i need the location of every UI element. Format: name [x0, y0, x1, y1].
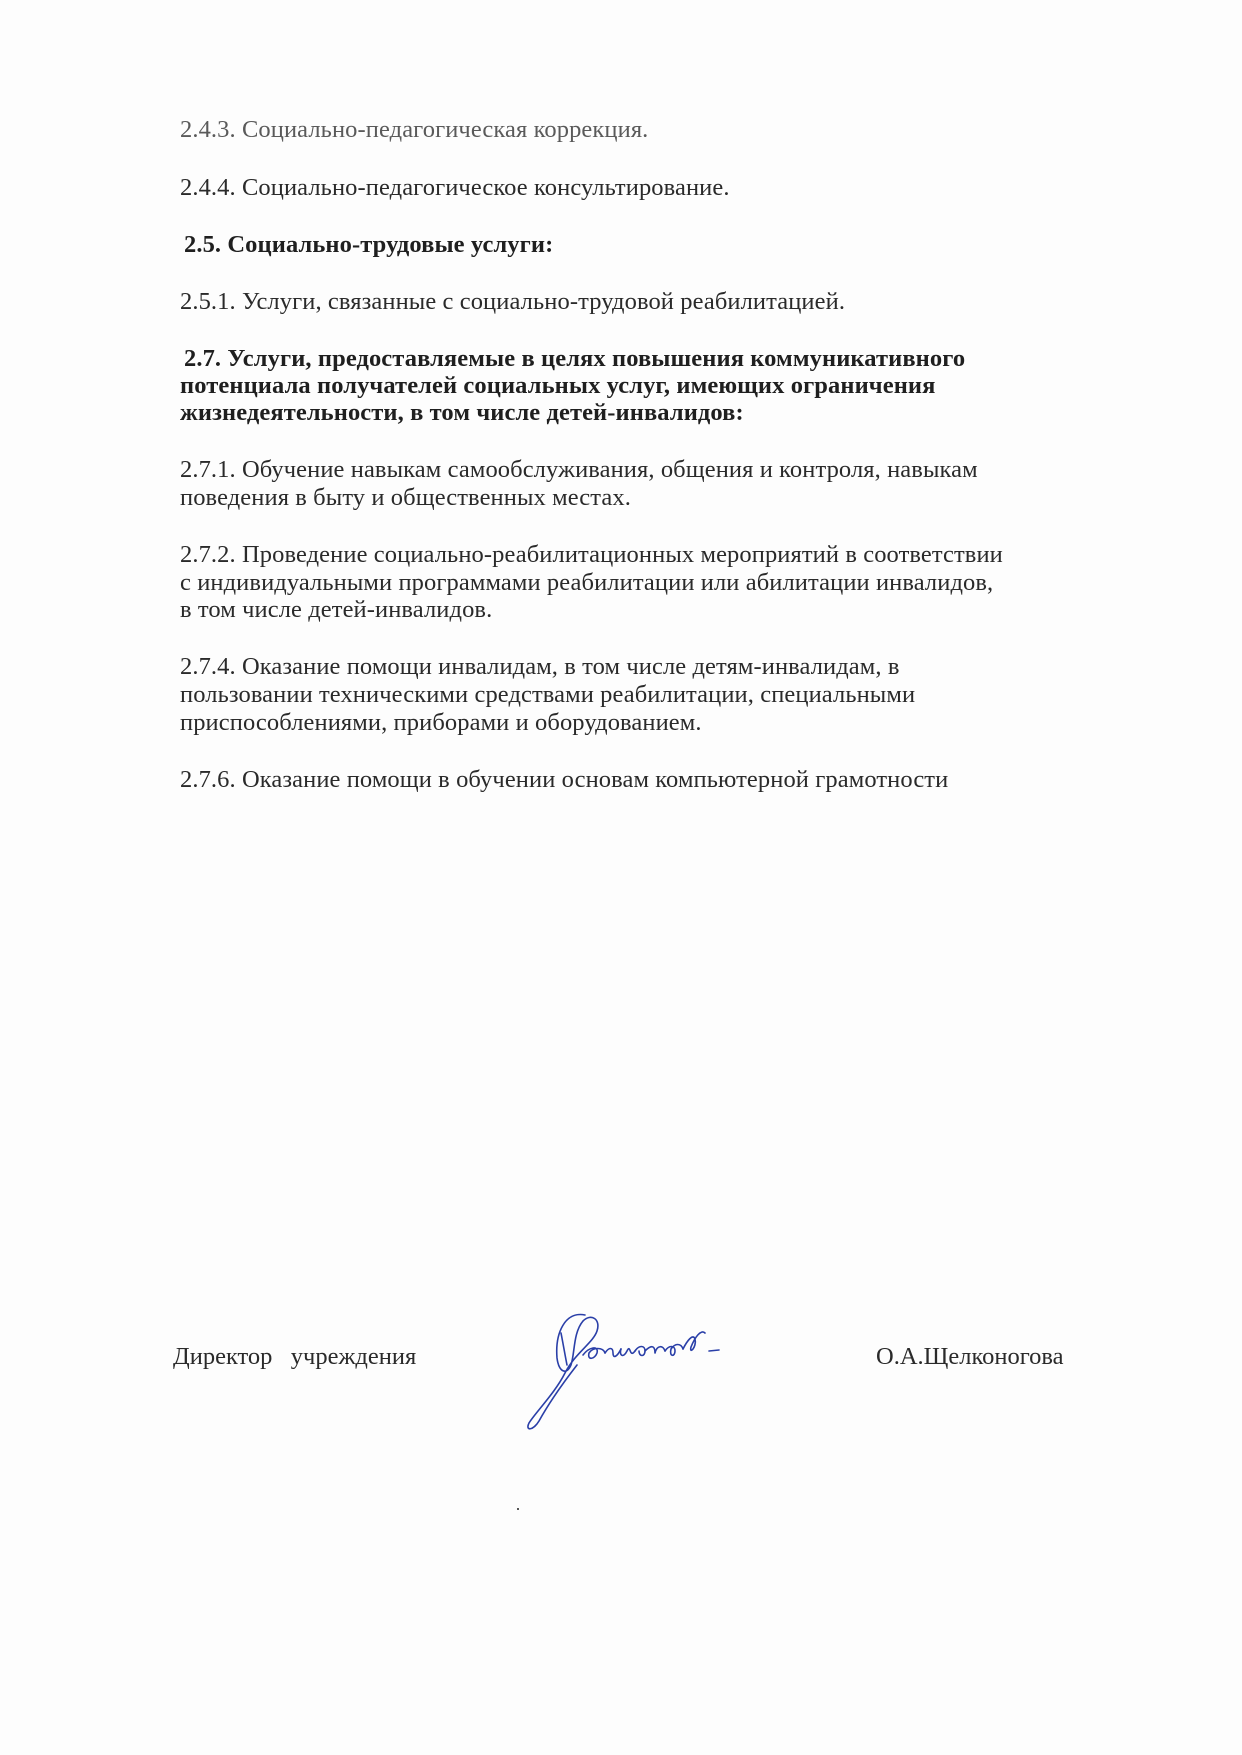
item-2-4-3: 2.4.3. Социально-педагогическая коррекция.: [180, 116, 649, 143]
section-heading-2-7-line-1: 2.7. Услуги, предоставляемые в целях повышения коммуникативного: [184, 345, 966, 372]
item-2-7-4-line-1: 2.7.4. Оказание помощи инвалидам, в том числе детям-инвалидам, в: [180, 653, 900, 680]
item-2-7-4-line-2: пользовании техническими средствами реабилитации, специальными: [180, 681, 916, 708]
section-heading-2-5: 2.5. Социально-трудовые услуги:: [184, 231, 554, 258]
section-heading-2-7-line-2: потенциала получателей социальных услуг, имеющих ограничения: [180, 372, 936, 399]
item-2-7-2-line-2: с индивидуальными программами реабилитации или абилитации инвалидов,: [180, 569, 994, 596]
section-heading-2-7-line-3: жизнедеятельности, в том числе детей-инвалидов:: [180, 399, 744, 426]
item-2-7-6: 2.7.6. Оказание помощи в обучении основам компьютерной грамотности: [180, 766, 949, 793]
item-2-7-4-line-3: приспособлениями, приборами и оборудованием.: [180, 709, 702, 736]
signatory-position: Директор учреждения: [173, 1343, 417, 1370]
handwritten-signature: [505, 1303, 795, 1438]
item-2-7-2-line-1: 2.7.2. Проведение социально-реабилитационных мероприятий в соответствии: [180, 541, 1003, 568]
signatory-name: О.А.Щелконогова: [876, 1343, 1064, 1370]
scan-speck: [517, 1508, 519, 1510]
item-2-4-4: 2.4.4. Социально-педагогическое консультирование.: [180, 174, 730, 201]
item-2-7-1-line-1: 2.7.1. Обучение навыкам самообслуживания, общения и контроля, навыкам: [180, 456, 978, 483]
item-2-7-2-line-3: в том числе детей-инвалидов.: [180, 596, 493, 623]
item-2-7-1-line-2: поведения в быту и общественных местах.: [180, 484, 631, 511]
item-2-5-1: 2.5.1. Услуги, связанные с социально-трудовой реабилитацией.: [180, 288, 846, 315]
